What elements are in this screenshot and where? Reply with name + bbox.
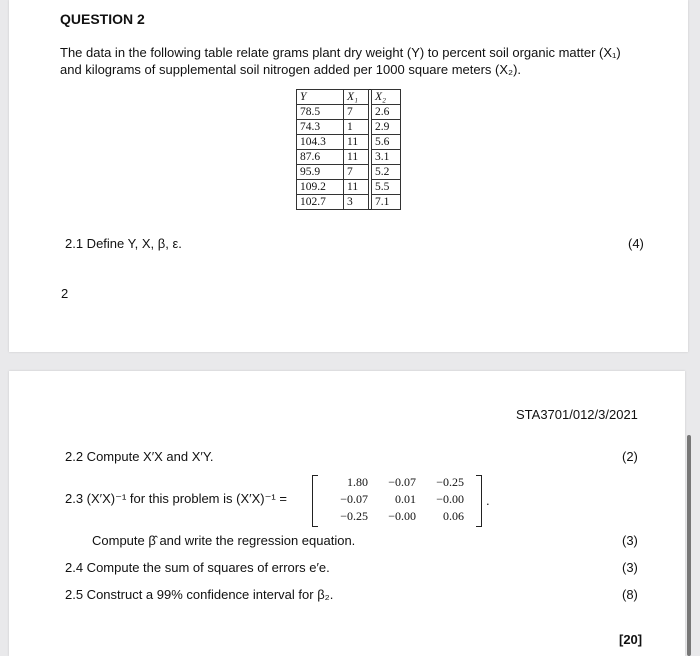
cell-x2: 2.9 bbox=[372, 120, 401, 135]
cell-x2: 3.1 bbox=[372, 150, 401, 165]
question-2-2-marks: (2) bbox=[622, 449, 638, 464]
intro-line-1: The data in the following table relate grams plant dry weight (Y) to percent soil organic matter (X₁) bbox=[60, 45, 621, 60]
question-2-1-marks: (4) bbox=[628, 236, 644, 251]
cell-x1: 11 bbox=[344, 180, 369, 195]
cell-x1: 1 bbox=[344, 120, 369, 135]
header-y: Y bbox=[297, 90, 344, 105]
cell-x1: 7 bbox=[344, 105, 369, 120]
table-row bbox=[297, 195, 401, 210]
table-row bbox=[297, 105, 401, 120]
question-2-1: 2.1 Define Y, X, β, ε. bbox=[65, 236, 182, 251]
matrix-cell: −0.00 bbox=[388, 509, 416, 523]
cell-x2: 2.6 bbox=[372, 105, 401, 120]
cell-y: 104.3 bbox=[297, 135, 344, 150]
table-row bbox=[297, 120, 401, 135]
question-2-3: 2.3 (X′X)⁻¹ for this problem is (X′X)⁻¹ = bbox=[65, 491, 287, 506]
question-2-5-marks: (8) bbox=[622, 587, 638, 602]
table-header-row bbox=[297, 90, 401, 105]
matrix-right-bracket bbox=[476, 475, 482, 527]
matrix-cell: −0.07 bbox=[388, 475, 416, 489]
cell-y: 102.7 bbox=[297, 195, 344, 210]
matrix-cell: 0.01 bbox=[395, 492, 416, 506]
cell-y: 78.5 bbox=[297, 105, 344, 120]
question-2-2: 2.2 Compute X′X and X′Y. bbox=[65, 449, 214, 464]
question-2-4-marks: (3) bbox=[622, 560, 638, 575]
scrollbar[interactable] bbox=[687, 435, 691, 656]
cell-x1: 3 bbox=[344, 195, 369, 210]
header-x2: X₂ bbox=[372, 90, 401, 105]
cell-x2: 5.5 bbox=[372, 180, 401, 195]
course-reference: STA3701/012/3/2021 bbox=[516, 407, 638, 422]
question-2-3-marks: (3) bbox=[622, 533, 638, 548]
cell-x1: 11 bbox=[344, 150, 369, 165]
data-table bbox=[296, 89, 401, 210]
matrix-cell: 0.06 bbox=[443, 509, 464, 523]
table-row bbox=[297, 150, 401, 165]
question-2-5: 2.5 Construct a 99% confidence interval for β₂. bbox=[65, 587, 334, 602]
total-marks: [20] bbox=[619, 632, 643, 647]
table-row bbox=[297, 135, 401, 150]
table-row bbox=[297, 180, 401, 195]
cell-x1: 7 bbox=[344, 165, 369, 180]
question-title: QUESTION 2 bbox=[60, 11, 145, 27]
matrix-left-bracket bbox=[312, 475, 318, 527]
header-x1: X₁ bbox=[344, 90, 369, 105]
question-2-4: 2.4 Compute the sum of squares of errors e′e. bbox=[65, 560, 330, 575]
cell-x2: 5.2 bbox=[372, 165, 401, 180]
matrix-cell: −0.25 bbox=[436, 475, 464, 489]
cell-y: 109.2 bbox=[297, 180, 344, 195]
matrix-cell: −0.25 bbox=[340, 509, 368, 523]
page-number: 2 bbox=[61, 286, 69, 301]
table-row bbox=[297, 165, 401, 180]
cell-y: 87.6 bbox=[297, 150, 344, 165]
matrix-period: . bbox=[486, 493, 490, 508]
question-2-3-sub: Compute β̂ and write the regression equation. bbox=[92, 533, 356, 548]
document-page-1 bbox=[9, 0, 688, 352]
intro-line-2: and kilograms of supplemental soil nitrogen added per 1000 square meters (X₂). bbox=[60, 62, 522, 77]
cell-y: 95.9 bbox=[297, 165, 344, 180]
matrix-cell: −0.07 bbox=[340, 492, 368, 506]
cell-y: 74.3 bbox=[297, 120, 344, 135]
matrix-cell: 1.80 bbox=[347, 475, 368, 489]
cell-x2: 7.1 bbox=[372, 195, 401, 210]
question-intro bbox=[60, 44, 660, 78]
cell-x1: 11 bbox=[344, 135, 369, 150]
cell-x2: 5.6 bbox=[372, 135, 401, 150]
matrix-cell: −0.00 bbox=[436, 492, 464, 506]
